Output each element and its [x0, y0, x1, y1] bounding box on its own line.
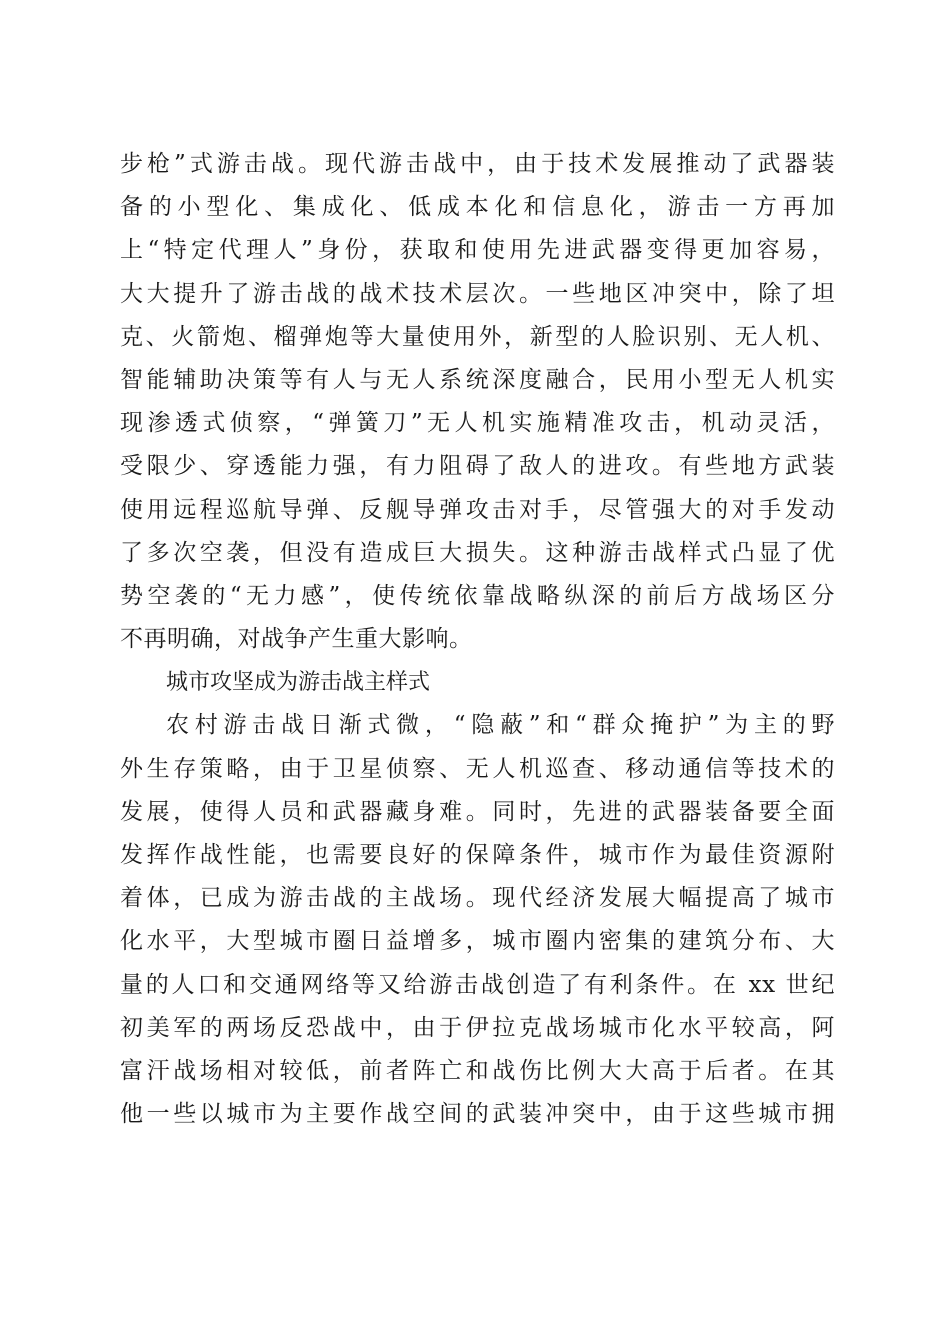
- text-line: 上“特定代理人”身份，获取和使用先进武器变得更加容易，: [120, 237, 835, 264]
- text-line: 发挥作战性能，也需要良好的保障条件，城市作为最佳资源附: [120, 842, 835, 868]
- text-line: 大大提升了游击战的战术技术层次。一些地区冲突中，除了坦: [120, 280, 835, 307]
- text-line: 化水平，大型城市圈日益增多，城市圈内密集的建筑分布、大: [120, 928, 835, 955]
- section-heading: 城市攻坚成为游击战主样式: [166, 670, 431, 696]
- text-line: 克、火箭炮、榴弹炮等大量使用外，新型的人脸识别、无人机、: [120, 323, 835, 350]
- paragraph-1: [120, 143, 835, 661]
- text-line: 现渗透式侦察，“弹簧刀”无人机实施精准攻击，机动灵活，: [120, 410, 835, 437]
- text-line: 农村游击战日渐式微，“隐蔽”和“群众掩护”为主的野: [166, 712, 835, 739]
- body-text: [120, 143, 835, 1136]
- text-line: 步枪”式游击战。现代游击战中，由于技术发展推动了武器装: [120, 151, 835, 177]
- text-line: 他一些以城市为主要作战空间的武装冲突中，由于这些城市拥: [120, 1101, 835, 1128]
- text-line: 初美军的两场反恐战中，由于伊拉克战场城市化水平较高，阿: [120, 1014, 835, 1041]
- text-line: 受限少、穿透能力强，有力阻碍了敌人的进攻。有些地方武装: [120, 453, 835, 480]
- text-line: 不再明确，对战争产生重大影响。: [120, 626, 473, 653]
- text-line: 外生存策略，由于卫星侦察、无人机巡查、移动通信等技术的: [120, 755, 835, 782]
- text-line: 使用远程巡航导弹、反舰导弹攻击对手，尽管强大的对手发动: [120, 496, 835, 523]
- text-line: 了多次空袭，但没有造成巨大损失。这种游击战样式凸显了优: [120, 539, 835, 566]
- text-line: 势空袭的“无力感”，使传统依靠战略纵深的前后方战场区分: [120, 582, 835, 609]
- text-line: 备的小型化、集成化、低成本化和信息化，游击一方再加: [120, 194, 835, 221]
- text-line: 富汗战场相对较低，前者阵亡和战伤比例大大高于后者。在其: [120, 1057, 835, 1084]
- text-line: 量的人口和交通网络等又给游击战创造了有利条件。在 xx 世纪: [120, 971, 835, 998]
- text-line: 智能辅助决策等有人与无人系统深度融合，民用小型无人机实: [120, 366, 835, 393]
- text-line: 发展，使得人员和武器藏身难。同时，先进的武器装备要全面: [120, 798, 835, 825]
- text-line: 着体，已成为游击战的主战场。现代经济发展大幅提高了城市: [120, 885, 835, 912]
- paragraph-2: [120, 704, 835, 1136]
